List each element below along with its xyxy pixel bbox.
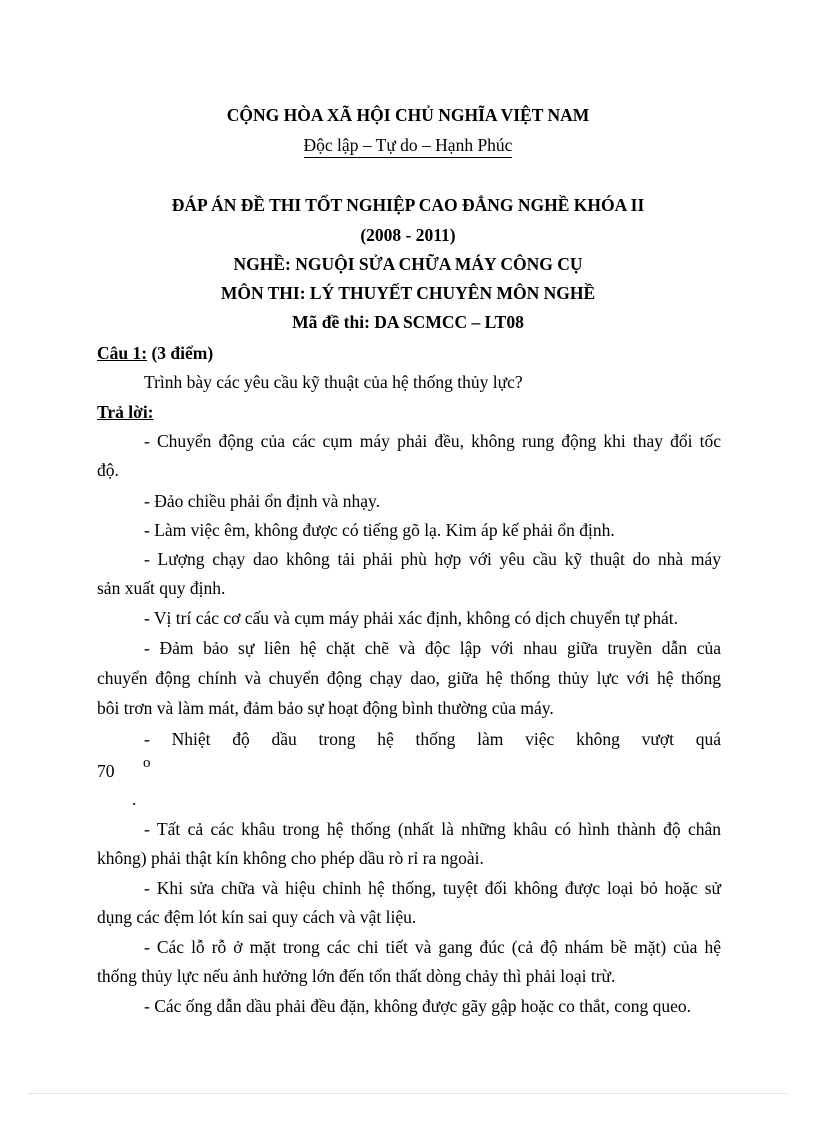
answer-line: sản xuất quy định. xyxy=(97,578,226,598)
question-label: Câu 1: xyxy=(97,343,148,363)
answer-line: dụng các đệm lót kín sai quy cách và vật liệu. xyxy=(97,907,417,927)
answer-line: độ. xyxy=(97,460,119,480)
answer-line: - Đảo chiều phải ổn định và nhạy. xyxy=(144,491,381,511)
temperature-value: 70 xyxy=(97,761,115,781)
answer-line: - Làm việc êm, không được có tiếng gõ lạ. Kim áp kế phải ổn định. xyxy=(144,520,615,540)
motto-text: Độc lập – Tự do – Hạnh Phúc xyxy=(304,134,513,158)
answer-line: - Nhiệt độ dầu trong hệ thống làm việc không vượt quá xyxy=(144,729,721,749)
question-heading xyxy=(97,342,213,364)
question-text: Trình bày các yêu cầu kỹ thuật của hệ thống thủy lực? xyxy=(144,372,523,392)
answer-line: - Các ống dẫn dầu phải đều đặn, không được gãy gập hoặc co thắt, cong queo. xyxy=(144,996,691,1016)
exam-years: (2008 - 2011) xyxy=(360,225,456,245)
answer-line: - Chuyển động của các cụm máy phải đều, không rung động khi thay đổi tốc xyxy=(144,431,721,451)
exam-title: ĐÁP ÁN ĐỀ THI TỐT NGHIỆP CAO ĐẲNG NGHỀ KHÓA II xyxy=(171,195,645,215)
answer-line: thống thủy lực nếu ảnh hưởng lớn đến tổn thất dòng chảy thì phải loại trừ. xyxy=(97,966,616,986)
temperature-period: . xyxy=(132,789,137,809)
page-bottom-divider xyxy=(28,1093,788,1094)
answer-line: - Khi sửa chữa và hiệu chỉnh hệ thống, tuyệt đối không được loại bỏ hoặc sử xyxy=(144,878,721,898)
question-points: (3 điểm) xyxy=(147,343,214,363)
answer-line: - Lượng chạy dao không tải phải phù hợp với yêu cầu kỹ thuật do nhà máy xyxy=(144,549,721,569)
answer-label: Trả lời: xyxy=(97,402,154,422)
answer-line: chuyển động chính và chuyển động chạy dao, giữa hệ thống thủy lực với hệ thống xyxy=(97,668,721,688)
degree-symbol: o xyxy=(143,755,151,771)
country-heading: CỘNG HÒA XÃ HỘI CHỦ NGHĨA VIỆT NAM xyxy=(226,105,590,125)
motto xyxy=(0,134,816,158)
answer-line: - Tất cả các khâu trong hệ thống (nhất là những khâu có hình thành độ chân xyxy=(144,819,721,839)
exam-code: Mã đề thi: DA SCMCC – LT08 xyxy=(292,312,524,332)
answer-line: - Các lỗ rỗ ở mặt trong các chi tiết và gang đúc (cả độ nhám bề mặt) của hệ xyxy=(144,937,721,957)
answer-line: không) phải thật kín không cho phép dầu rò rỉ ra ngoài. xyxy=(97,848,484,868)
answer-line: bôi trơn và làm mát, đảm bảo sự hoạt động bình thường của máy. xyxy=(97,698,554,718)
profession-line: NGHỀ: NGUỘI SỬA CHỮA MÁY CÔNG CỤ xyxy=(233,254,583,274)
subject-line: MÔN THI: LÝ THUYẾT CHUYÊN MÔN NGHỀ xyxy=(220,283,596,303)
answer-line: - Vị trí các cơ cấu và cụm máy phải xác định, không có dịch chuyển tự phát. xyxy=(144,608,679,628)
answer-line: - Đảm bảo sự liên hệ chặt chẽ và độc lập với nhau giữa truyền dẫn của xyxy=(144,638,721,658)
